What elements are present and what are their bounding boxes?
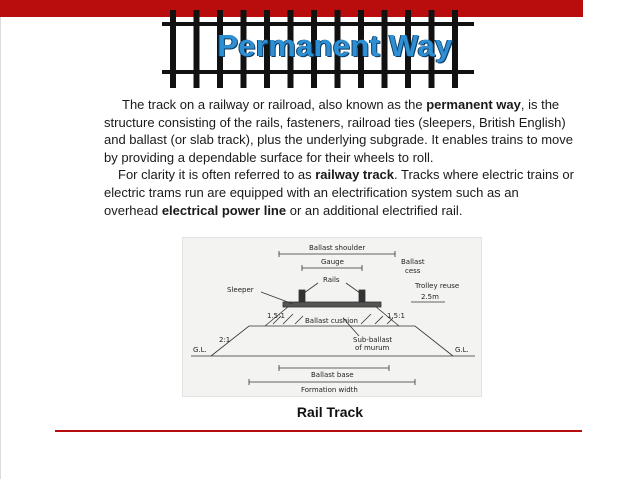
label-ballast-base: Ballast base (311, 371, 354, 379)
text-run: or an additional electrified rail. (286, 202, 463, 218)
figure-caption: Rail Track (296, 404, 364, 420)
label-ballast-shoulder: Ballast shoulder (309, 244, 366, 252)
bold-term: permanent way (426, 97, 521, 112)
bold-term: electrical power line (161, 202, 287, 218)
label-sleeper: Sleeper (227, 286, 254, 294)
label-formation-width: Formation width (301, 386, 358, 394)
label-ballast-cess: Ballast (401, 258, 425, 266)
slide-edge (0, 17, 1, 479)
label-slope-left: 1.5:1 (267, 312, 285, 320)
text-run: . Tracks where electric trains or electric trams run are equipped with an electrification system such as an overhead (104, 167, 574, 218)
label-rails: Rails (323, 276, 340, 284)
text-run: For clarity it is often referred to as (118, 167, 316, 183)
label-gl-left: G.L. (193, 346, 207, 354)
label-gauge: Gauge (321, 258, 344, 266)
label-slope-right: 1.5:1 (387, 312, 405, 320)
text-run: The track on a railway or railroad, also known as the (122, 97, 427, 112)
label-dimension: 2.5m (421, 293, 439, 301)
body-text (104, 96, 574, 219)
sleeper-bar (170, 10, 176, 88)
label-cess: cess (405, 267, 421, 275)
label-trolley-reuse: Trolley reuse (415, 282, 460, 290)
text-run: , is the structure consisting of the rails, fasteners, railroad ties (sleepers, British English) and ballast (or slab track), plus the underlying subgrade. It enables trains to move by providing a dependable surface for their wheels to roll. (104, 97, 573, 165)
rail-bottom (162, 70, 474, 74)
track-cross-section-diagram (183, 238, 481, 396)
bold-term: railway track (315, 167, 395, 183)
track-cross-section-figure (182, 237, 482, 397)
paragraph-1 (104, 96, 574, 166)
slide-title: Permanent Way (217, 28, 453, 63)
label-of-murum: of murum (355, 344, 390, 352)
label-sub-ballast: Sub-ballast (353, 336, 393, 344)
paragraph-2 (104, 166, 574, 219)
label-gl-right: G.L. (455, 346, 469, 354)
label-ballast-cushion: Ballast cushion (305, 317, 358, 325)
bottom-divider (55, 430, 582, 432)
label-slope-embankment: 2:1 (219, 336, 231, 344)
rail-top (162, 22, 474, 26)
